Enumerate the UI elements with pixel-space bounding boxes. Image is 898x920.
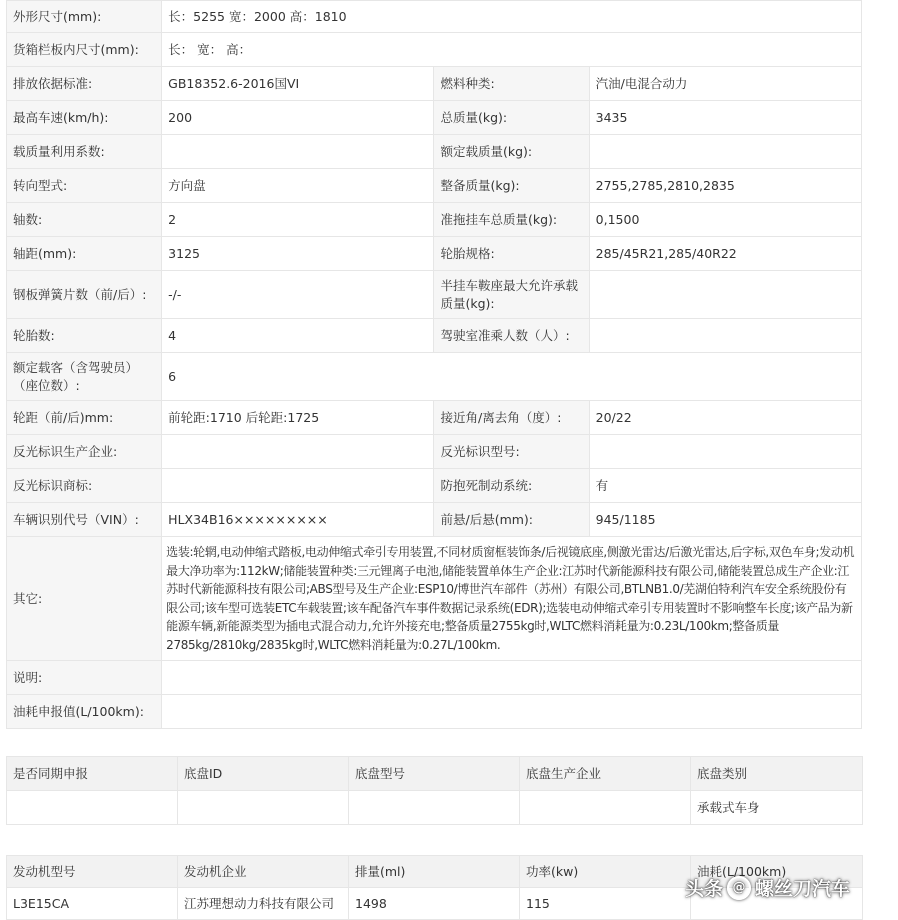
- dimensions-label: 外形尺寸(mm):: [7, 1, 162, 33]
- axles-value: 2: [162, 203, 434, 237]
- engine-cell-model: L3E15CA: [7, 888, 178, 920]
- chassis-cell-id: [178, 791, 349, 825]
- total-mass-label: 总质量(kg):: [434, 101, 589, 135]
- reflector-maker-value: [162, 435, 434, 469]
- fuel-type-value: 汽油/电混合动力: [589, 67, 861, 101]
- fuel-declared-value: [162, 695, 862, 729]
- max-speed-label: 最高车速(km/h):: [7, 101, 162, 135]
- abs-label: 防抱死制动系统:: [434, 469, 589, 503]
- watermark-author: 螺丝刀汽车: [755, 878, 851, 900]
- emission-standard-label: 排放依据标准:: [7, 67, 162, 101]
- load-utilization-label: 载质量利用系数:: [7, 135, 162, 169]
- wheelbase-value: 3125: [162, 237, 434, 271]
- saddle-load-label: 半挂车鞍座最大允许承载质量(kg):: [434, 271, 589, 319]
- curb-mass-label: 整备质量(kg):: [434, 169, 589, 203]
- cab-seats-value: [589, 319, 861, 353]
- at-icon: @: [727, 876, 751, 900]
- leaf-spring-label: 钢板弹簧片数（前/后）:: [7, 271, 162, 319]
- note-label: 说明:: [7, 661, 162, 695]
- chassis-cell-concurrent: [7, 791, 178, 825]
- vin-label: 车辆识别代号（VIN）:: [7, 503, 162, 537]
- reflector-brand-label: 反光标识商标:: [7, 469, 162, 503]
- max-speed-value: 200: [162, 101, 434, 135]
- chassis-header-model: 底盘型号: [349, 757, 520, 791]
- vehicle-spec-table: [6, 0, 862, 729]
- cab-seats-label: 驾驶室准乘人数（人）:: [434, 319, 589, 353]
- trailer-mass-label: 准拖挂车总质量(kg):: [434, 203, 589, 237]
- tire-count-label: 轮胎数:: [7, 319, 162, 353]
- engine-cell-power: 115: [520, 888, 691, 920]
- chassis-header-type: 底盘类别: [691, 757, 863, 791]
- trailer-mass-value: 0,1500: [589, 203, 861, 237]
- emission-standard-value: GB18352.6-2016国VI: [162, 67, 434, 101]
- passenger-capacity-label: 额定载客（含驾驶员）（座位数）:: [7, 353, 162, 401]
- chassis-cell-type: 承载式车身: [691, 791, 863, 825]
- reflector-brand-value: [162, 469, 434, 503]
- chassis-header-maker: 底盘生产企业: [520, 757, 691, 791]
- rated-load-label: 额定载质量(kg):: [434, 135, 589, 169]
- passenger-capacity-value: 6: [162, 353, 862, 401]
- steering-value: 方向盘: [162, 169, 434, 203]
- engine-header-power: 功率(kw): [520, 856, 691, 888]
- note-value: [162, 661, 862, 695]
- engine-header-fuel: 油耗(L/100km): [691, 856, 863, 888]
- engine-cell-maker: 江苏理想动力科技有限公司: [178, 888, 349, 920]
- watermark: [685, 874, 850, 901]
- approach-departure-angle-value: 20/22: [589, 401, 861, 435]
- load-utilization-value: [162, 135, 434, 169]
- table-row: [7, 791, 863, 825]
- reflector-model-value: [589, 435, 861, 469]
- other-label: 其它:: [7, 537, 162, 661]
- leaf-spring-value: -/-: [162, 271, 434, 319]
- abs-value: 有: [589, 469, 861, 503]
- tire-spec-value: 285/45R21,285/40R22: [589, 237, 861, 271]
- vin-value: HLX34B16×××××××××: [162, 503, 434, 537]
- cargo-dimensions-label: 货箱栏板内尺寸(mm):: [7, 33, 162, 67]
- total-mass-value: 3435: [589, 101, 861, 135]
- approach-departure-angle-label: 接近角/离去角（度）:: [434, 401, 589, 435]
- engine-header-maker: 发动机企业: [178, 856, 349, 888]
- fuel-type-label: 燃料种类:: [434, 67, 589, 101]
- rated-load-value: [589, 135, 861, 169]
- reflector-model-label: 反光标识型号:: [434, 435, 589, 469]
- fuel-declared-label: 油耗申报值(L/100km):: [7, 695, 162, 729]
- engine-header-displacement: 排量(ml): [349, 856, 520, 888]
- track-width-value: 前轮距:1710 后轮距:1725: [162, 401, 434, 435]
- overhang-label: 前悬/后悬(mm):: [434, 503, 589, 537]
- saddle-load-value: [589, 271, 861, 319]
- other-value: 选装:轮辋,电动伸缩式踏板,电动伸缩式牵引专用装置,不同材质窗框装饰条/后视镜底座,侧激光雷达/后激光雷达,后字标,双色车身;发动机最大净功率为:112kW;储能装置种类:三元锂离子电池,储能装置单体生产企业:江苏时代新能源科技有限公司,储能装置总成生产企业:江苏时代新能源科技有限公司;ABS型号及生产企业:ESP10/博世汽车部件（苏州）有限公司,BTLNB1.0/芜湖伯特利汽车安全系统股份有限公司;该车型可选装ETC车载装置;该车配备汽车事件数据记录系统(EDR);选装电动伸缩式牵引专用装置时不影响整车长度;该产品为新能源车辆,新能源类型为插电式混合动力,允许外接充电;整备质量2755kg时,WLTC燃料消耗量为:0.23L/100km;整备质量2785kg/2810kg/2835kg时,WLTC燃料消耗量为:0.27L/100km.: [162, 537, 862, 661]
- chassis-header-id: 底盘ID: [178, 757, 349, 791]
- watermark-prefix: 头条: [685, 878, 724, 900]
- tire-spec-label: 轮胎规格:: [434, 237, 589, 271]
- curb-mass-value: 2755,2785,2810,2835: [589, 169, 861, 203]
- overhang-value: 945/1185: [589, 503, 861, 537]
- reflector-maker-label: 反光标识生产企业:: [7, 435, 162, 469]
- engine-cell-displacement: 1498: [349, 888, 520, 920]
- dimensions-value: 长：5255 宽：2000 高：1810: [162, 1, 862, 33]
- axles-label: 轴数:: [7, 203, 162, 237]
- cargo-dimensions-value: 长： 宽： 高：: [162, 33, 862, 67]
- wheelbase-label: 轴距(mm):: [7, 237, 162, 271]
- chassis-cell-maker: [520, 791, 691, 825]
- track-width-label: 轮距（前/后)mm:: [7, 401, 162, 435]
- tire-count-value: 4: [162, 319, 434, 353]
- chassis-cell-model: [349, 791, 520, 825]
- engine-header-model: 发动机型号: [7, 856, 178, 888]
- steering-label: 转向型式:: [7, 169, 162, 203]
- chassis-header-concurrent: 是否同期申报: [7, 757, 178, 791]
- chassis-table: [6, 756, 863, 825]
